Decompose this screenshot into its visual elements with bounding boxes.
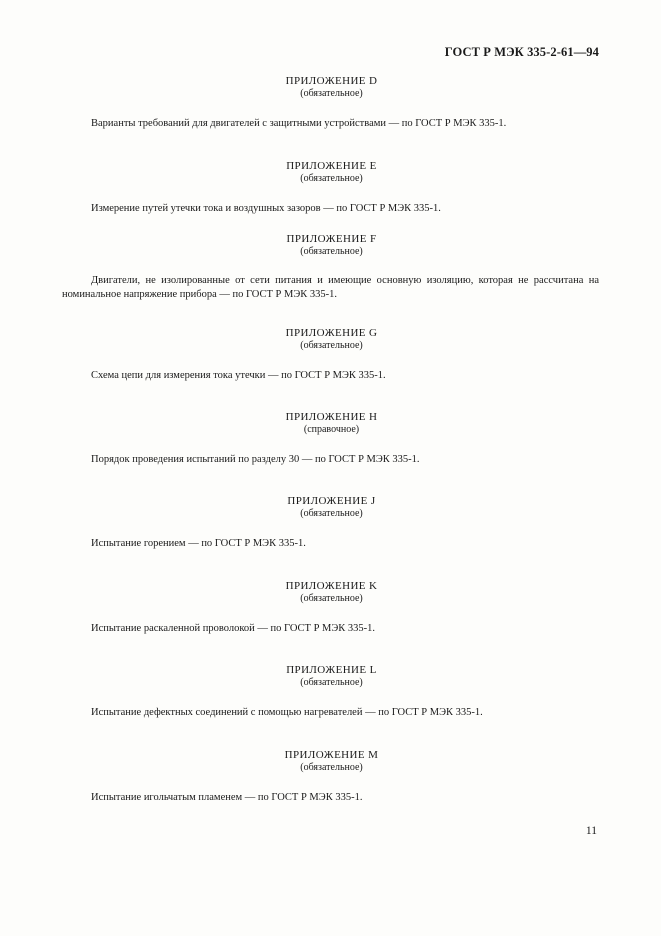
appendix-m — [0, 749, 661, 805]
appendix-j — [0, 495, 661, 551]
appendix-d — [0, 75, 661, 131]
appendix-g — [0, 327, 661, 383]
appendix-text: Испытание дефектных соединений с помощью нагревателей — по ГОСТ Р МЭК 335-1. — [91, 707, 483, 718]
appendix-text: Измерение путей утечки тока и воздушных зазоров — по ГОСТ Р МЭК 335-1. — [91, 203, 441, 214]
appendix-text: Варианты требований для двигателей с защитными устройствами — по ГОСТ Р МЭК 335-1. — [91, 118, 507, 129]
appendix-title: ПРИЛОЖЕНИЕ M — [284, 749, 379, 761]
appendix-type: (обязательное) — [300, 677, 363, 688]
appendix-text: Испытание раскаленной проволокой — по ГОСТ Р МЭК 335-1. — [91, 623, 376, 634]
appendix-title: ПРИЛОЖЕНИЕ D — [285, 75, 378, 87]
page-number: 11 — [585, 825, 597, 837]
appendix-e — [0, 160, 661, 216]
appendix-text: Схема цепи для измерения тока утечки — по ГОСТ Р МЭК 335-1. — [91, 370, 386, 381]
appendix-type: (обязательное) — [300, 173, 363, 184]
appendix-type: (обязательное) — [300, 593, 363, 604]
appendix-title: ПРИЛОЖЕНИЕ K — [285, 580, 378, 592]
appendix-type: (справочное) — [303, 424, 360, 435]
appendix-title: ПРИЛОЖЕНИЕ E — [286, 160, 377, 172]
appendix-k — [0, 580, 661, 636]
appendix-title: ПРИЛОЖЕНИЕ F — [286, 233, 377, 245]
appendix-type: (обязательное) — [300, 340, 363, 351]
appendix-text: Двигатели, не изолированные от сети питания и имеющие основную изоляцию, которая не рассчитана на номинальное напряжение прибора — по ГОСТ Р МЭК 335-1. — [62, 275, 599, 300]
appendix-l — [0, 664, 661, 720]
appendix-type: (обязательное) — [300, 762, 363, 773]
appendix-title: ПРИЛОЖЕНИЕ H — [285, 411, 378, 423]
appendix-title: ПРИЛОЖЕНИЕ G — [285, 327, 378, 339]
appendix-title: ПРИЛОЖЕНИЕ J — [287, 495, 376, 507]
appendix-text: Испытание игольчатым пламенем — по ГОСТ Р МЭК 335-1. — [91, 792, 363, 803]
appendix-text: Испытание горением — по ГОСТ Р МЭК 335-1. — [91, 538, 306, 549]
appendix-title: ПРИЛОЖЕНИЕ L — [286, 664, 377, 676]
appendix-h — [0, 411, 661, 467]
appendix-text: Порядок проведения испытаний по разделу 30 — по ГОСТ Р МЭК 335-1. — [91, 454, 420, 465]
appendix-type: (обязательное) — [300, 88, 363, 99]
document-code-header: ГОСТ Р МЭК 335-2-61—94 — [444, 45, 599, 59]
appendix-type: (обязательное) — [300, 508, 363, 519]
appendix-type: (обязательное) — [300, 246, 363, 257]
appendix-f — [0, 233, 661, 302]
